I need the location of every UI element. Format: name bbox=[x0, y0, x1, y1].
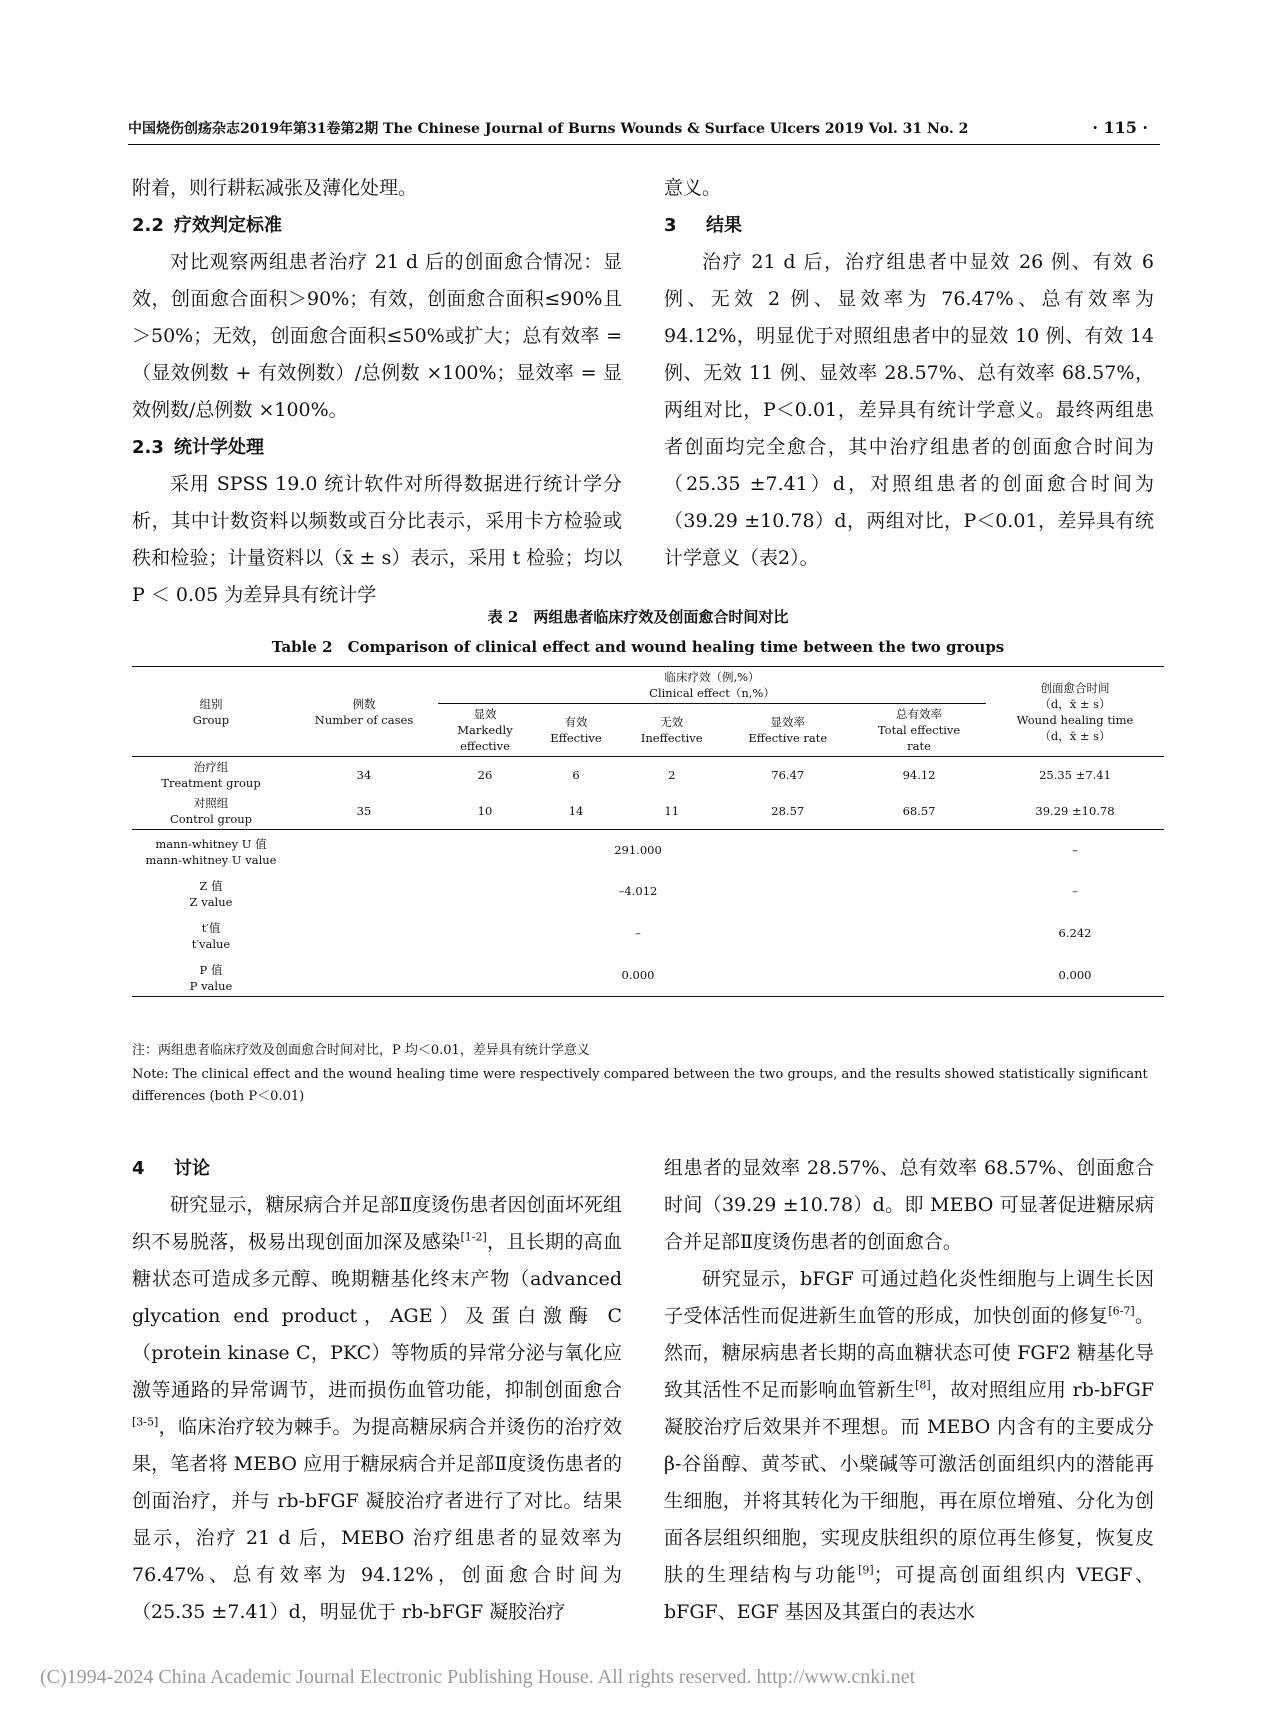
section-title: 统计学处理 bbox=[174, 437, 264, 458]
lower-left-column bbox=[132, 1150, 622, 1631]
stat-row: P 值 P value 0.000 0.000 bbox=[132, 954, 1164, 997]
copyright-footer: (C)1994-2024 China Academic Journal Electronic Publishing House. All rights reserved. http://www.cnki.net bbox=[40, 1666, 916, 1688]
stat-row: mann-whitney U 值 mann-whitney U value 291.000 – bbox=[145, 837, 1078, 867]
section-heading-2-2 bbox=[132, 207, 622, 244]
section-title: 结果 bbox=[706, 215, 742, 236]
col-header-clinical-effect: 临床疗效（例,%） Clinical effect（n,%） bbox=[438, 667, 986, 704]
section-title: 疗效判定标准 bbox=[174, 215, 282, 236]
citation[interactable]: [9] bbox=[858, 1563, 874, 1577]
table-note-en: Note: The clinical effect and the wound healing time were respectively compared between the two groups, and the results showed statistically significant differences (both P＜0.01) bbox=[132, 1067, 1148, 1104]
page-number: · 115 · bbox=[1092, 118, 1148, 137]
col-header-group: 组别 Group bbox=[132, 667, 290, 757]
paragraph: 意义。 bbox=[664, 177, 722, 199]
table-row: 对照组 Control group 35 10 14 11 28.57 68.57 39.29 ±10.78 bbox=[132, 793, 1164, 830]
citation[interactable]: [8] bbox=[915, 1378, 931, 1392]
section-heading-4 bbox=[132, 1150, 622, 1187]
upper-right-column bbox=[664, 170, 1154, 577]
section-title: 讨论 bbox=[174, 1158, 210, 1179]
col-header-total-rate: 总有效率 Total effective rate bbox=[852, 704, 986, 757]
citation[interactable]: [6-7] bbox=[1108, 1304, 1135, 1318]
table-note-cn: 注：两组患者临床疗效及创面愈合时间对比，P 均＜0.01，差异具有统计学意义 bbox=[132, 1043, 590, 1058]
journal-line: 中国烧伤创疡杂志2019年第31卷第2期 The Chinese Journal of Burns Wounds & Surface Ulcers 2019 Vol. 31 No. 2 bbox=[128, 121, 969, 137]
paragraph: 组患者的显效率 28.57%、总有效率 68.57%、创面愈合时间（39.29 ±10.78）d。即 MEBO 可显著促进糖尿病合并足部Ⅱ度烫伤患者的创面愈合。 bbox=[664, 1157, 1154, 1253]
paragraph: 采用 SPSS 19.0 统计软件对所得数据进行统计学分析，其中计数资料以频数或百分比表示，采用卡方检验或秩和检验；计量资料以（x̄ ± s）表示，采用 t 检验；均以 P ＜ 0.05 为差异具有统计学 bbox=[132, 473, 622, 606]
section-number: 4 bbox=[132, 1158, 145, 1179]
section-heading-2-3 bbox=[132, 429, 622, 466]
col-header-healing-time: 创面愈合时间 （d，x̄ ± s） Wound healing time （d，x̄ ± s） bbox=[986, 667, 1164, 757]
citation[interactable]: [1-2] bbox=[460, 1230, 487, 1244]
section-number: 2.3 bbox=[132, 437, 164, 458]
running-header bbox=[128, 118, 1160, 145]
col-header-markedly-effective: 显效 Markedly effective bbox=[438, 704, 532, 757]
col-header-ineffective: 无效 Ineffective bbox=[620, 704, 723, 757]
section-heading-3 bbox=[664, 207, 1154, 244]
table-row: 治疗组 Treatment group 34 26 6 2 76.47 94.12 25.35 ±7.41 bbox=[161, 760, 1111, 790]
stat-row: Z 值 Z value –4.012 – bbox=[189, 879, 1078, 909]
section-number: 3 bbox=[664, 215, 677, 236]
paragraph: 治疗 21 d 后，治疗组患者中显效 26 例、有效 6 例、无效 2 例、显效率为 76.47%、总有效率为 94.12%，明显优于对照组患者中的显效 10 例、有效 14 例、无效 11 例、显效率 28.57%、总有效率 68.57%，两组对比，P＜0.01，差异具有统计学意义。最终两组患者创面均完全愈合，其中治疗组患者的创面愈合时间为（25.35 ±7.41）d，对照组患者的创面愈合时间为（39.29 ±10.78）d，两组对比，P＜0.01，差异具有统计学意义（表2）。 bbox=[664, 251, 1154, 569]
col-header-effective: 有效 Effective bbox=[532, 704, 620, 757]
paragraph: 研究显示，bFGF 可通过趋化炎性细胞与上调生长因子受体活性而促进新生血管的形成，加快创面的修复[6-7]。然而，糖尿病患者长期的高血糖状态可使 FGF2 糖基化导致其活性不足而影响血管新生[8]，故对照组应用 rb-bFGF 凝胶治疗后效果并不理想。而 MEBO 内含有的主要成分 β-谷甾醇、黄芩甙、小檗碱等可激活创面组织内的潜能再生细胞，并将其转化为干细胞，再在原位增殖、分化为创面各层组织细胞，实现皮肤组织的原位再生修复，恢复皮肤的生理结构与功能[9]；可提高创面组织内 VEGF、bFGF、EGF 基因及其蛋白的表达水 bbox=[664, 1268, 1154, 1623]
paragraph: 附着，则行耕耘减张及薄化处理。 bbox=[132, 177, 418, 199]
upper-left-column bbox=[132, 170, 622, 614]
col-header-effective-rate: 显效率 Effective rate bbox=[723, 704, 852, 757]
results-table bbox=[132, 666, 1164, 997]
table-title-cn: 表 2 两组患者临床疗效及创面愈合时间对比 bbox=[487, 608, 789, 626]
col-header-cases: 例数 Number of cases bbox=[290, 667, 438, 757]
stat-row: t′值 t′value – 6.242 bbox=[191, 921, 1092, 951]
section-number: 2.2 bbox=[132, 215, 164, 236]
table-title-en: Table 2 Comparison of clinical effect and wound healing time between the two groups bbox=[271, 638, 1005, 656]
paragraph: 研究显示，糖尿病合并足部Ⅱ度烫伤患者因创面坏死组织不易脱落，极易出现创面加深及感染[1-2]，且长期的高血糖状态可造成多元醇、晚期糖基化终末产物（advanced glycation end product，AGE）及蛋白激酶 C（protein kinase C，PKC）等物质的异常分泌与氧化应激等通路的异常调节，进而损伤血管功能，抑制创面愈合[3-5]，临床治疗较为棘手。为提高糖尿病合并烫伤的治疗效果，笔者将 MEBO 应用于糖尿病合并足部Ⅱ度烫伤患者的创面治疗，并与 rb-bFGF 凝胶治疗者进行了对比。结果显示，治疗 21 d 后，MEBO 治疗组患者的显效率为 76.47%、总有效率为 94.12%，创面愈合时间为（25.35 ±7.41）d，明显优于 rb-bFGF 凝胶治疗 bbox=[132, 1194, 622, 1623]
citation[interactable]: [3-5] bbox=[132, 1415, 159, 1429]
paragraph: 对比观察两组患者治疗 21 d 后的创面愈合情况：显效，创面愈合面积＞90%；有效，创面愈合面积≤90%且＞50%；无效，创面愈合面积≤50%或扩大；总有效率 = （显效例数 + 有效例数）/总例数 ×100%；显效率 = 显效例数/总例数 ×100%。 bbox=[132, 251, 622, 421]
lower-right-column bbox=[664, 1150, 1154, 1631]
